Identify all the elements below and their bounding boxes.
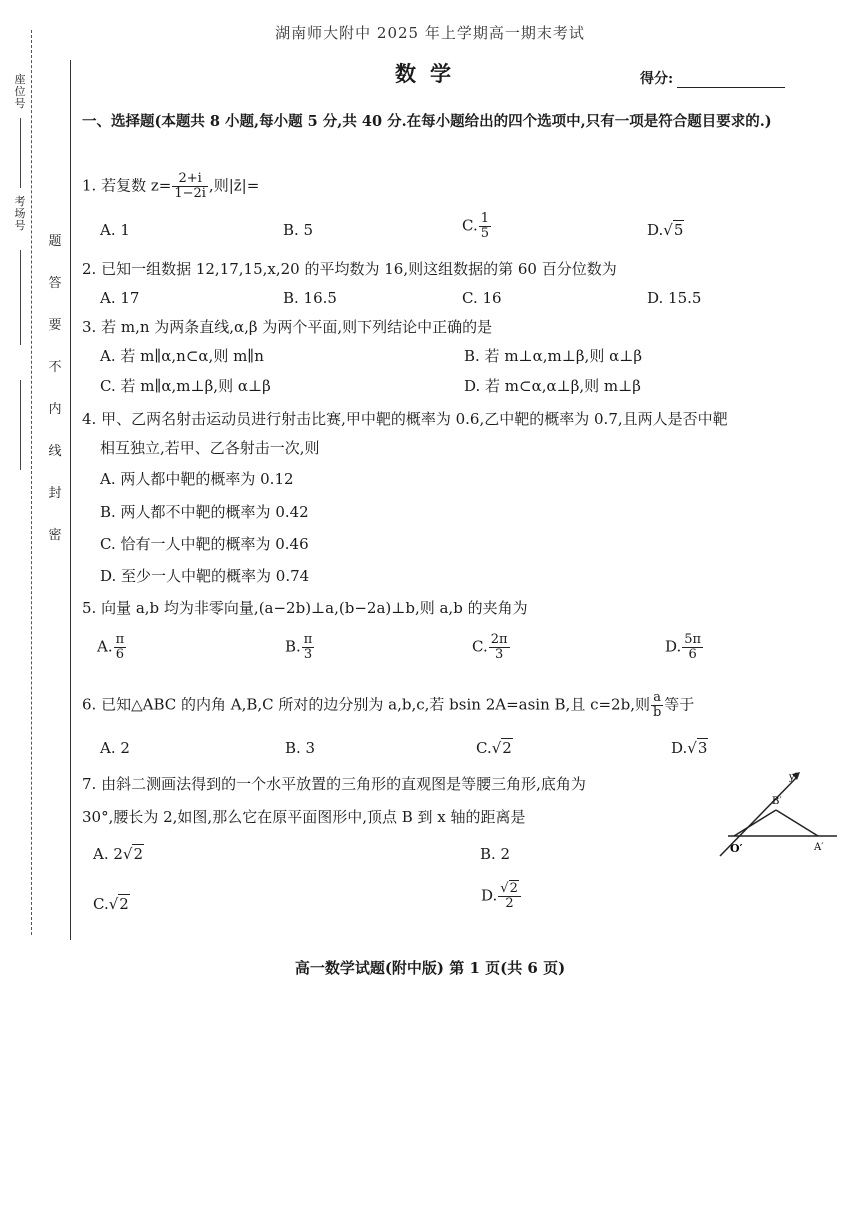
seat-number-blank[interactable] (20, 118, 21, 188)
score-blank[interactable] (677, 73, 785, 88)
b-label: B′ (772, 796, 782, 807)
question-2: 2. 已知一组数据 12,17,15,x,20 的平均数为 16,则这组数据的第 60 百分位数为 (82, 260, 617, 278)
margin-word: 题 (48, 234, 62, 249)
margin-word: 要 (48, 318, 62, 333)
q7-option-b[interactable]: B. 2 (480, 845, 511, 863)
page-footer: 高一数学试题(附中版) 第 1 页(共 6 页) (294, 959, 566, 977)
o-label: O′ (730, 842, 743, 855)
q2-option-d[interactable]: D. 15.5 (647, 289, 702, 307)
q2-option-a[interactable]: A. 17 (100, 289, 140, 307)
q3-option-c[interactable]: C. 若 m∥α,m⊥β,则 α⊥β (100, 377, 271, 395)
q3-option-a[interactable]: A. 若 m∥α,n⊂α,则 m∥n (100, 347, 264, 365)
oblique-projection-figure (712, 768, 842, 860)
q1-suffix: ,则|z̄|= (208, 176, 260, 195)
score-label: 得分: (640, 71, 674, 87)
q4-option-a[interactable]: A. 两人都中靶的概率为 0.12 (100, 470, 294, 488)
score-field[interactable] (640, 68, 785, 88)
question-6: 6. 已知△ABC 的内角 A,B,C 所对的边分别为 a,b,c,若 bsin 2A=asin B,且 c=2b,则 $\frac{a}{b}$ 等于 (82, 690, 695, 720)
side-ob (734, 810, 776, 836)
page-title: 数学 (395, 61, 465, 86)
q3-option-d[interactable]: D. 若 m⊂α,α⊥β,则 m⊥β (464, 377, 641, 395)
question-7-line-2: 30°,腰长为 2,如图,那么它在原平面图形中,顶点 B 到 x 轴的距离是 (82, 808, 526, 826)
name-blank[interactable] (20, 380, 21, 470)
q6-option-d[interactable]: D.√3 (671, 739, 708, 757)
question-4-line-2: 相互独立,若甲、乙各射击一次,则 (100, 439, 320, 457)
q6-option-b[interactable]: B. 3 (285, 739, 316, 757)
q5-option-b[interactable]: B. $\frac{\pi}{3}$ (285, 632, 313, 662)
q5-option-c[interactable]: C. $\frac{2\pi}{3}$ (472, 632, 508, 662)
margin-word: 答 (48, 276, 62, 291)
q6-option-c[interactable]: C.√2 (476, 739, 512, 757)
a-label: A′ (814, 842, 824, 853)
q1-fraction: $\frac{2+i}{1-2i}$ (174, 171, 206, 201)
exam-header: 湖南师大附中 2025 年上学期高一期末考试 (275, 24, 585, 42)
margin-word: 密 (48, 528, 62, 543)
q4-option-d[interactable]: D. 至少一人中靶的概率为 0.74 (100, 567, 310, 585)
question-3: 3. 若 m,n 为两条直线,α,β 为两个平面,则下列结论中正确的是 (82, 318, 493, 336)
binding-solid-line (70, 60, 71, 940)
margin-word: 内 (48, 402, 62, 417)
q6-option-a[interactable]: A. 2 (100, 739, 130, 757)
q1-option-c[interactable]: C. $\frac{1}{5}$ (462, 211, 489, 241)
q5-option-d[interactable]: D. $\frac{5\pi}{6}$ (665, 632, 702, 662)
q1-option-b[interactable]: B. 5 (283, 221, 314, 239)
margin-word: 线 (48, 444, 62, 459)
question-7-line-1: 7. 由斜二测画法得到的一个水平放置的三角形的直观图是等腰三角形,底角为 (82, 775, 586, 793)
q2-option-b[interactable]: B. 16.5 (283, 289, 337, 307)
exam-room-blank[interactable] (20, 250, 21, 345)
q7-option-a[interactable]: A. 2√2 (93, 845, 144, 863)
section-heading: 一、选择题(本题共 8 小题,每小题 5 分,共 40 分.在每小题给出的四个选项中,只有一项是符合题目要求的.) (82, 113, 772, 130)
q1-prefix: 1. 若复数 z= (82, 176, 172, 195)
q5-option-a[interactable]: A. $\frac{\pi}{6}$ (97, 632, 125, 662)
side-ba (776, 810, 818, 836)
question-1 (82, 172, 259, 201)
q7-option-d[interactable]: D. $\frac{√2}{2}$ (481, 882, 522, 911)
exam-room-label: 考场号 (14, 195, 26, 232)
seat-number-label: 座位号 (14, 73, 26, 110)
q1-option-a[interactable]: A. 1 (100, 221, 130, 239)
q2-option-c[interactable]: C. 16 (462, 289, 502, 307)
margin-word: 不 (48, 360, 62, 375)
q3-option-b[interactable]: B. 若 m⊥α,m⊥β,则 α⊥β (464, 347, 643, 365)
q1-option-d[interactable]: D.√5 (647, 221, 684, 239)
q4-option-b[interactable]: B. 两人都不中靶的概率为 0.42 (100, 503, 309, 521)
question-4-line-1: 4. 甲、乙两名射击运动员进行射击比赛,甲中靶的概率为 0.6,乙中靶的概率为 0.7,且两人是否中靶 (82, 410, 728, 428)
question-5: 5. 向量 a,b 均为非零向量,(a−2b)⊥a,(b−2a)⊥b,则 a,b 的夹角为 (82, 599, 528, 617)
q4-option-c[interactable]: C. 恰有一人中靶的概率为 0.46 (100, 535, 309, 553)
binding-dashed-line (31, 30, 32, 935)
q7-option-c[interactable]: C.√2 (93, 895, 129, 913)
margin-word: 封 (48, 486, 62, 501)
y-label: y′ (789, 772, 797, 783)
